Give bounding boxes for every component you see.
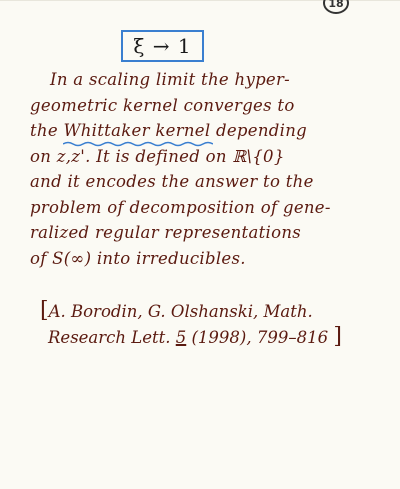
reference-journal: Research Lett. (48, 327, 176, 347)
paragraph-line-2: geometric kernel converges to (30, 95, 295, 115)
reference-line-1 (40, 298, 395, 324)
paragraph (30, 67, 398, 271)
paragraph-line-8: of S(∞) into irreducibles. (30, 248, 246, 268)
paragraph-line-4: on z,z'. It is defined on ℝ\{0} (30, 146, 285, 166)
paragraph-line-7: ralized regular representations (30, 223, 302, 242)
reference-close-bracket: ] (333, 323, 342, 349)
reference-pages: (1998), 799–816 (186, 327, 329, 347)
page-number-badge: 18 (323, 0, 349, 14)
reference-open-bracket: [ (40, 298, 49, 323)
paragraph-line-3 (30, 118, 398, 144)
reference-line-2 (40, 324, 395, 350)
paragraph-line-3-before: the (30, 121, 64, 140)
whittaker-kernel-label: Whittaker kernel (63, 121, 211, 140)
paragraph-line-5: and it encodes the answer to the (30, 172, 314, 191)
whittaker-kernel-term (63, 118, 210, 144)
reference-citation (40, 298, 395, 349)
squiggle-underline (63, 141, 213, 147)
reference-authors: A. Borodin, G. Olshanski, Math. (48, 302, 313, 321)
paragraph-line-3-after: depending (210, 121, 308, 140)
paragraph-line-6: problem of decomposition of gene- (30, 197, 331, 217)
reference-volume: 5 (175, 327, 187, 347)
formula-box: ξ → 1 (121, 30, 204, 62)
paragraph-line-1: In a scaling limit the hyper- (50, 70, 291, 89)
